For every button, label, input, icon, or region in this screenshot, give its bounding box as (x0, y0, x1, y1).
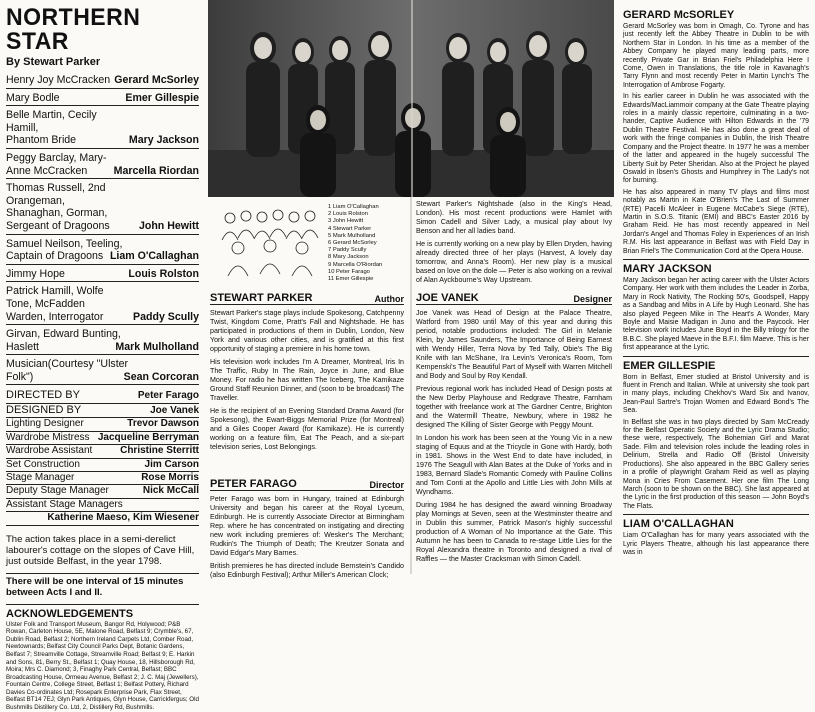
legend-entry: 2 Louis Rolston (328, 211, 368, 218)
author-line: By Stewart Parker (6, 56, 101, 68)
cast-role: Belle Martin, Cecily Hamill, Phantom Bride (6, 109, 97, 147)
bio-paragraph: In Belfast she was in two plays directed by Sam McCready for the Belfast Operatic Society and the Lyric Drama Studio; these were, respectively, The Bohemian Girl and Marat Sade. Film and television roles include the leading roles in Delirium, Strella and Radio Off (Bristol University Productions). She also appeared in the BBC Gallery series in a profile of playwright Graham Reid as well as playing Mona in Cries From Casement. Her one film The Long March (soon to be shown on the BBC). She last appeared at the Lyric in the first production of this season — John Boyd's The Flats. (623, 418, 809, 510)
bio-paragraph: Previous regional work has included Head of Design posts at the New Derby Playhouse and Redgrave Theatre, Farnham together with freelance work at The Gardner Centre, Brighton and the Watermill Theatre, Newbury, where in 1982 he designed The Killing of Sister George with Peggy Mount. (416, 385, 612, 429)
bio-paragraph: In his earlier career in Dublin he was associated with the Edwards/MacLiammoir company at the Gate Theatre playing roles in a mainly classic repertoire, culminating in a two-hander, Captive Audience with Hilton Edwards in the '79 Dublin Theatre Festival. He has also done a great deal of work with the fringe companies in Dublin, the Irish Theatre Company and the Project theatre. In 1977 he was a member of the latter and appeared in the hugely successful The Liberty Suit by Peter Sheridan. Also at the Project he played Oswald in Ibsen's Ghosts and Humphrey in The Lady's not for burning. (623, 93, 809, 185)
cast-row (6, 268, 199, 283)
peter-farago-heading (210, 478, 404, 491)
cast-row (6, 358, 199, 385)
bio-paragraph: Gerard McSorley was born in Omagh, Co. Tyrone and has just recently left the Abbey Theatre in Dublin to be with Northern Star in London. In his time as a member of the Abbey Company he played many leading parts, more recently Private Gar in Brian Friel's Philadelphia Here I Come, Owen in Translations, the title role in Kavanagh's Tarry Flynn and most recently Peter in Martin Lynch's The Interrogation of Ambrose Fogarty. (623, 23, 809, 89)
legend-entry: 7 Paddy Scully (328, 247, 367, 254)
cast-role: Jimmy Hope (6, 267, 65, 280)
bio-paragraph: Mary Jackson began her acting career with the Ulster Actors Company. Her work with them includes the Leader in Zorba, Mary in Rock Nativity, The Rocking 50's, Goodspell, Happy as a Sandbag and Mibs in A Life by Hugh Leonard. She has also played Pegeen Mike in The Heart's A Wonder, Mary Boyle and Maisie Madigan in Juno and the Paycock. Her television work includes June Boyd in the Billy trilogy for the B.B.C. She played Maeve in the B.F.I. film Maeve. This is her first appearance at the Lyric. (623, 276, 809, 352)
peter-farago-bio (210, 495, 404, 584)
crew-person: Joe Vanek (150, 404, 199, 416)
crew-role: Set Construction (6, 458, 80, 470)
crew-row (6, 445, 199, 458)
acknowledgements-text: Ulster Folk and Transport Museum, Bangor Rd, Holywood; P&B Rowan, Carleton House, 5E, Malone Road, Belfast 9; Crymble's, 67, Dublin Road, Belfast 2; Northern Ireland Carpets Ltd, Comber Road, Newtownards; Belfast City Council Parks Dept, Botanic Gardens, Belfast 7; Streamville Cottage, Streamville Road; Belfast 9; E. Harkin and Sons, 81, Berry St., Belfast 1; Quay House, 18, Hillsborough Rd, Moira; Mrs C. Diamond; 3, Finaghy Park Central, Belfast; BBC Broadcasting House, Ormeau Avenue, Belfast 2; J. C. Maj (Jewellers), Fountain Centre, College Street, Belfast 1; Belfast Pottery, Richard Davies Co-ordinates Ltd; Rosepark Enterprise Park, Flax Street, Belfast BT14 7EJ; Glyn Park Antiques, Glyn House, Carrickfergus; Old Bushmills Distillery Co. Ltd, 2, Distillery Rd, Bushmills. (6, 620, 199, 712)
bio-paragraph: In London his work has been seen at the Young Vic in a new staging of Equus and at the Tricycle in Gone with Hardy, both in 1981. Shows in the West End to date have included, in 1976 The Seagull with Alan Bates at the Duke of Yorks and in 1983, Bernard Slade's Romantic Comedy with Pauline Collins and Tom Conti at the Apollo and Little Lies with John Mills at Wyndhams. (416, 434, 612, 496)
setting-note: The action takes place in a semi-derelict labourer's cottage on the slopes of Cave Hill, just outside Belfast, in the year 1798. (6, 533, 195, 567)
bio-paragraph: During 1984 he has designed the award winning Broadway play Mornings at Seven, seen at the Westminster theatre and in Dublin this summer, Patrick Mason's highly successful production of A Woman of No Importance at the Gate. This Autumn he has been to Canada to re-stage Little Lies for the Royal Alexandra theatre in Toronto and designed a rival of Raffles — the Master Cracksman with Simon Cadell. (416, 501, 612, 563)
legend-entry: 9 Marcella O'Riordan (328, 261, 383, 268)
cast-row (6, 74, 199, 89)
legend-entry: 11 Emer Gillespie (328, 276, 374, 283)
cast-list (6, 74, 199, 385)
cast-actor: Emer Gillespie (125, 91, 199, 104)
cast-role: Peggy Barclay, Mary-Anne McCracken (6, 151, 107, 177)
liam-ocallaghan-bio (623, 532, 809, 557)
cast-row (6, 238, 199, 265)
bio-paragraph: Born in Belfast, Emer studied at Bristol University and is fluent in French and Italian. While at university she took part in many plays, including Chekhov's Ward Six and Ivanov, Jean-Paul Sartre's Trojan Women and Edward Bond's The Sea. (623, 373, 809, 415)
bio-paragraph: He has also appeared in many TV plays and films most notably as Martin in Kate O'Brien's The Last of Summer (RTE) Pacelli McAleer in Eugene McCabe's Siege (RTE), Martin in S.O.S. Titanic (EMI) and BBC's Easter 2016 by Graham Reid. He has most recently appeared in Neil Jordan's Angel and Thomas Foley in Experiences of an Irish R.M. His last appearance in Belfast was with Field Day in Brian Friel's The Communication Cord at the Opera House. (623, 188, 809, 255)
biographies-column (617, 0, 815, 574)
emer-gillespie-heading: EMER GILLESPIE (623, 359, 716, 372)
legend-entry: 3 John Hewitt (328, 218, 364, 225)
cast-actor: Mary Jackson (128, 134, 199, 147)
crew-role: Wardrobe Mistress (6, 431, 90, 443)
cast-role: Musician(Courtesy "Ulster Folk") (6, 358, 129, 383)
crew-person: Jacqueline Berryman (97, 431, 199, 443)
cast-actor: Gerard McSorley (114, 74, 199, 86)
divider (623, 259, 809, 260)
cast-actor: Sean Corcoran (123, 370, 199, 383)
center-spread (208, 0, 614, 579)
crew-row (6, 485, 199, 498)
crew-row (6, 499, 199, 512)
cast-role: Samuel Neilson, Teeling, Captain of Dragoons (6, 237, 123, 263)
legend-entry: 1 Liam O'Callaghan (328, 204, 379, 210)
cast-row (6, 109, 199, 149)
liam-ocallaghan-heading: LIAM O'CALLAGHAN (623, 518, 734, 531)
cast-row (6, 285, 199, 325)
crew-person: Trevor Dawson (127, 418, 199, 430)
cast-row (6, 328, 199, 355)
crew-person: Jim Carson (144, 458, 199, 470)
legend-entry: 4 Stewart Parker (328, 225, 372, 232)
joe-vanek-name: JOE VANEK (416, 292, 479, 304)
mary-jackson-bio (623, 277, 809, 353)
stewart-parker-role: Author (374, 294, 404, 304)
bio-paragraph: Stewart Parker's stage plays include Spokesong, Catchpenny Twist, Kingdom Come, Pratt's Fall and Nightshade. He has participated in productions of them in Dublin, London, New York and various other cities, and is gratified at this first opportunity of staging a premiere in his home town. (210, 309, 404, 353)
joe-vanek-heading (416, 292, 612, 305)
bio-paragraph: Peter Farago was born in Hungary, trained at Edinburgh University and began his career at the Royal Lyceum, Edinburgh. He is currently Associate Director at Birmingham Rep. where he has concentrated on instigating and directing new work including premieres of: Wesker's The Merchant; Rudkin's The Triumph of Death; The Kreutzer Sonata and David Edgar's Mary Barnes. (210, 495, 404, 557)
joe-vanek-bio (416, 309, 612, 568)
crew-person: Rose Morris (141, 471, 199, 483)
cast-actor: Liam O'Callaghan (109, 250, 199, 263)
cast-row (6, 182, 199, 234)
cast-role: Mary Bodle (6, 91, 60, 104)
crew-row (6, 389, 199, 403)
cast-column (0, 0, 205, 712)
peter-farago-name: PETER FARAGO (210, 478, 297, 490)
cast-actor: Marcella Riordan (113, 164, 199, 177)
crew-role: DIRECTED BY (6, 389, 80, 402)
bio-paragraph: His television work includes I'm A Dreamer, Montreal, Iris In The Traffic, Ruby In The Rain, Joyce in June, and Blue Money. For radio he has written The Iceberg, The Kamikaze Ground Staff Reunion Dinner, and (soon to be broadcast) The Traveller. (210, 358, 404, 402)
crew-row (6, 472, 199, 485)
emer-gillespie-bio (623, 374, 809, 512)
play-title: NORTHERN STAR (6, 4, 141, 55)
cast-actor: Louis Rolston (128, 267, 199, 280)
photo-legend (208, 200, 408, 284)
assistant-names: Katherine Maeso, Kim Wiesener (6, 512, 199, 525)
crew-person: Nick McCall (142, 485, 199, 497)
director-bio-continued (416, 200, 612, 289)
crew-row (6, 404, 199, 418)
cast-role: Girvan, Edward Bunting, Haslett (6, 328, 121, 353)
cast-actor: Mark Mulholland (115, 340, 199, 353)
crew-row (6, 418, 199, 431)
stewart-parker-heading (210, 292, 404, 305)
legend-entry: 5 Mark Mulholland (328, 232, 376, 239)
cast-row (6, 152, 199, 179)
legend-entry: 8 Mary Jackson (328, 254, 369, 261)
gerard-mcsorley-bio (623, 23, 809, 256)
crew-role: Deputy Stage Manager (6, 485, 109, 497)
bio-paragraph: Joe Vanek was Head of Design at the Palace Theatre, Watford from 1980 until May of this year and during this period, notable productions included: The Girl in Melanie Klein, by James Saunders, The Importance of Being Earnest with Wendy Hiller, Terra Nova by Ted Tally, Obie's The Big Knife with Ian McShane, Ira Levin's Veronica's Room, Tom Kempenski's The Beautiful Part of Myself with Warren Mitchell and Body and Soul by Roy Kendall. (416, 309, 612, 380)
cast-actor: Paddy Scully (133, 310, 199, 323)
peter-farago-role: Director (369, 480, 404, 490)
crew-role: Lighting Designer (6, 418, 84, 430)
cast-row (6, 92, 199, 107)
bio-paragraph: Liam O'Callaghan has for many years associated with the Lyric Players Theatre, although his last appearance there was in (623, 532, 809, 556)
joe-vanek-role: Designer (573, 294, 612, 304)
crew-role: DESIGNED BY (6, 403, 82, 416)
bio-paragraph: British premieres he has directed include Bernstein's Candido (also Edinburgh Festival); Arthur Miller's American Clock; (210, 562, 404, 579)
cast-role: Patrick Hamill, Wolfe Tone, McFadden Warden, Interrogator (6, 285, 104, 323)
crew-person: Christine Sterritt (120, 445, 199, 457)
legend-entry: 10 Peter Farago (328, 268, 370, 275)
crew-row (6, 432, 199, 445)
cast-role: Henry Joy McCracken (6, 74, 111, 86)
cast-actor: John Hewitt (138, 219, 199, 232)
crew-role: Stage Manager (6, 471, 75, 483)
bio-paragraph: He is currently working on a new play by Ellen Dryden, having already directed three of her plays (Harvest, A lovely day tomorrow, and Anna's Room). Her new play is a musical based on love on the dole — Peter is also working on a revival of Alan Ayckbourne's Way Upstream. (416, 240, 612, 284)
gerard-mcsorley-heading: GERARD McSORLEY (623, 9, 735, 21)
cast-role: Thomas Russell, 2nd Orangeman, Shanaghan, Gorman, Sergeant of Dragoons (6, 182, 110, 232)
divider (623, 514, 809, 515)
crew-person: Peter Farago (137, 390, 199, 402)
bio-paragraph: He is the recipient of an Evening Standard Drama Award (for Spokesong), the Ewart-Biggs Memorial Prize (for Montreal) and a Giles Cooper Award (for Kamikaze). He is currently working on a feature film, Eat The Peach, and a six-part television series, Lost Belongings. (210, 407, 404, 451)
divider (623, 356, 809, 357)
stewart-parker-bio (210, 309, 404, 456)
crew-role: Assistant Stage Managers (6, 498, 123, 510)
acknowledgements-title: ACKNOWLEDGEMENTS (6, 604, 199, 620)
bio-paragraph: Stewart Parker's Nightshade (also in the King's Head, London). His most recent productions were Hamlet with Simon Cadell and Silver Lady, a musical play about Ivy Benson and her all ladies band. (416, 200, 612, 235)
mary-jackson-heading: MARY JACKSON (623, 262, 712, 275)
cast-photo (208, 0, 614, 197)
crew-row (6, 459, 199, 472)
crew-list (6, 389, 199, 512)
legend-entry: 6 Gerard McSorley (328, 240, 377, 247)
interval-note: There will be one interval of 15 minutes between Acts I and II. (6, 573, 199, 598)
crew-role: Wardrobe Assistant (6, 445, 93, 457)
stewart-parker-name: STEWART PARKER (210, 292, 313, 304)
